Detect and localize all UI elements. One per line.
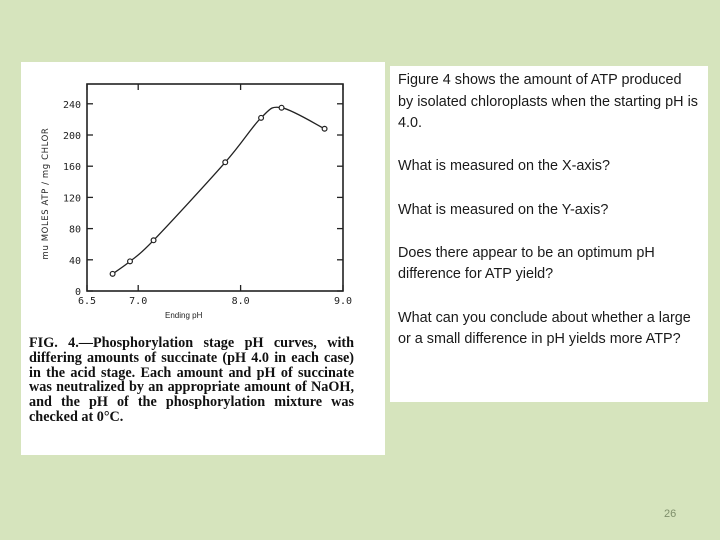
series-line xyxy=(113,107,325,274)
x-tick-label: 8.0 xyxy=(231,296,250,307)
y-tick-label: 120 xyxy=(62,193,81,205)
page-number: 26 xyxy=(664,508,677,520)
figure-caption: FIG. 4.—Phosphorylation stage pH curves, with differing amounts of succinate (pH 4.0 in each case) in the acid stage. Each amount and pH of succinate was neutralized by an appropriate amount of NaOH, and the pH of the phosphorylation mixture was checked at 0°C. xyxy=(29,335,354,425)
x-tick-label: 9.0 xyxy=(333,296,353,307)
data-point xyxy=(151,238,156,243)
y-tick-label: 200 xyxy=(62,131,81,142)
question-panel xyxy=(390,66,708,402)
question-y-axis: What is measured on the Y-axis? xyxy=(398,201,609,218)
question-conclusion: What can you conclude about whether a large or a small difference in pH yields more ATP? xyxy=(398,309,691,348)
y-tick-label: 160 xyxy=(62,162,81,174)
data-point xyxy=(322,126,327,131)
question-x-axis: What is measured on the X-axis? xyxy=(398,158,610,175)
y-tick-label: 240 xyxy=(62,99,81,111)
data-point xyxy=(110,271,115,276)
x-axis-label: Ending pH xyxy=(165,311,203,320)
data-point xyxy=(279,105,284,110)
x-tick-label: 7.0 xyxy=(129,296,148,307)
data-point xyxy=(259,115,264,120)
ph-atp-chart xyxy=(21,62,385,312)
y-tick-label: 40 xyxy=(68,255,81,267)
y-axis-label: mu MOLES ATP / mg CHLOR xyxy=(41,127,51,260)
y-tick-label: 0 xyxy=(74,287,81,298)
x-tick-label: 6.5 xyxy=(77,296,97,307)
data-point xyxy=(128,259,133,264)
plot-frame xyxy=(87,84,343,291)
data-point xyxy=(223,160,228,165)
intro-text: Figure 4 shows the amount of ATP produced by isolated chloroplasts when the starting pH is 4.0. xyxy=(398,72,698,132)
question-optimum: Does there appear to be an optimum pH difference for ATP yield? xyxy=(398,244,655,283)
figure-panel xyxy=(21,62,385,455)
y-tick-label: 80 xyxy=(68,224,81,236)
